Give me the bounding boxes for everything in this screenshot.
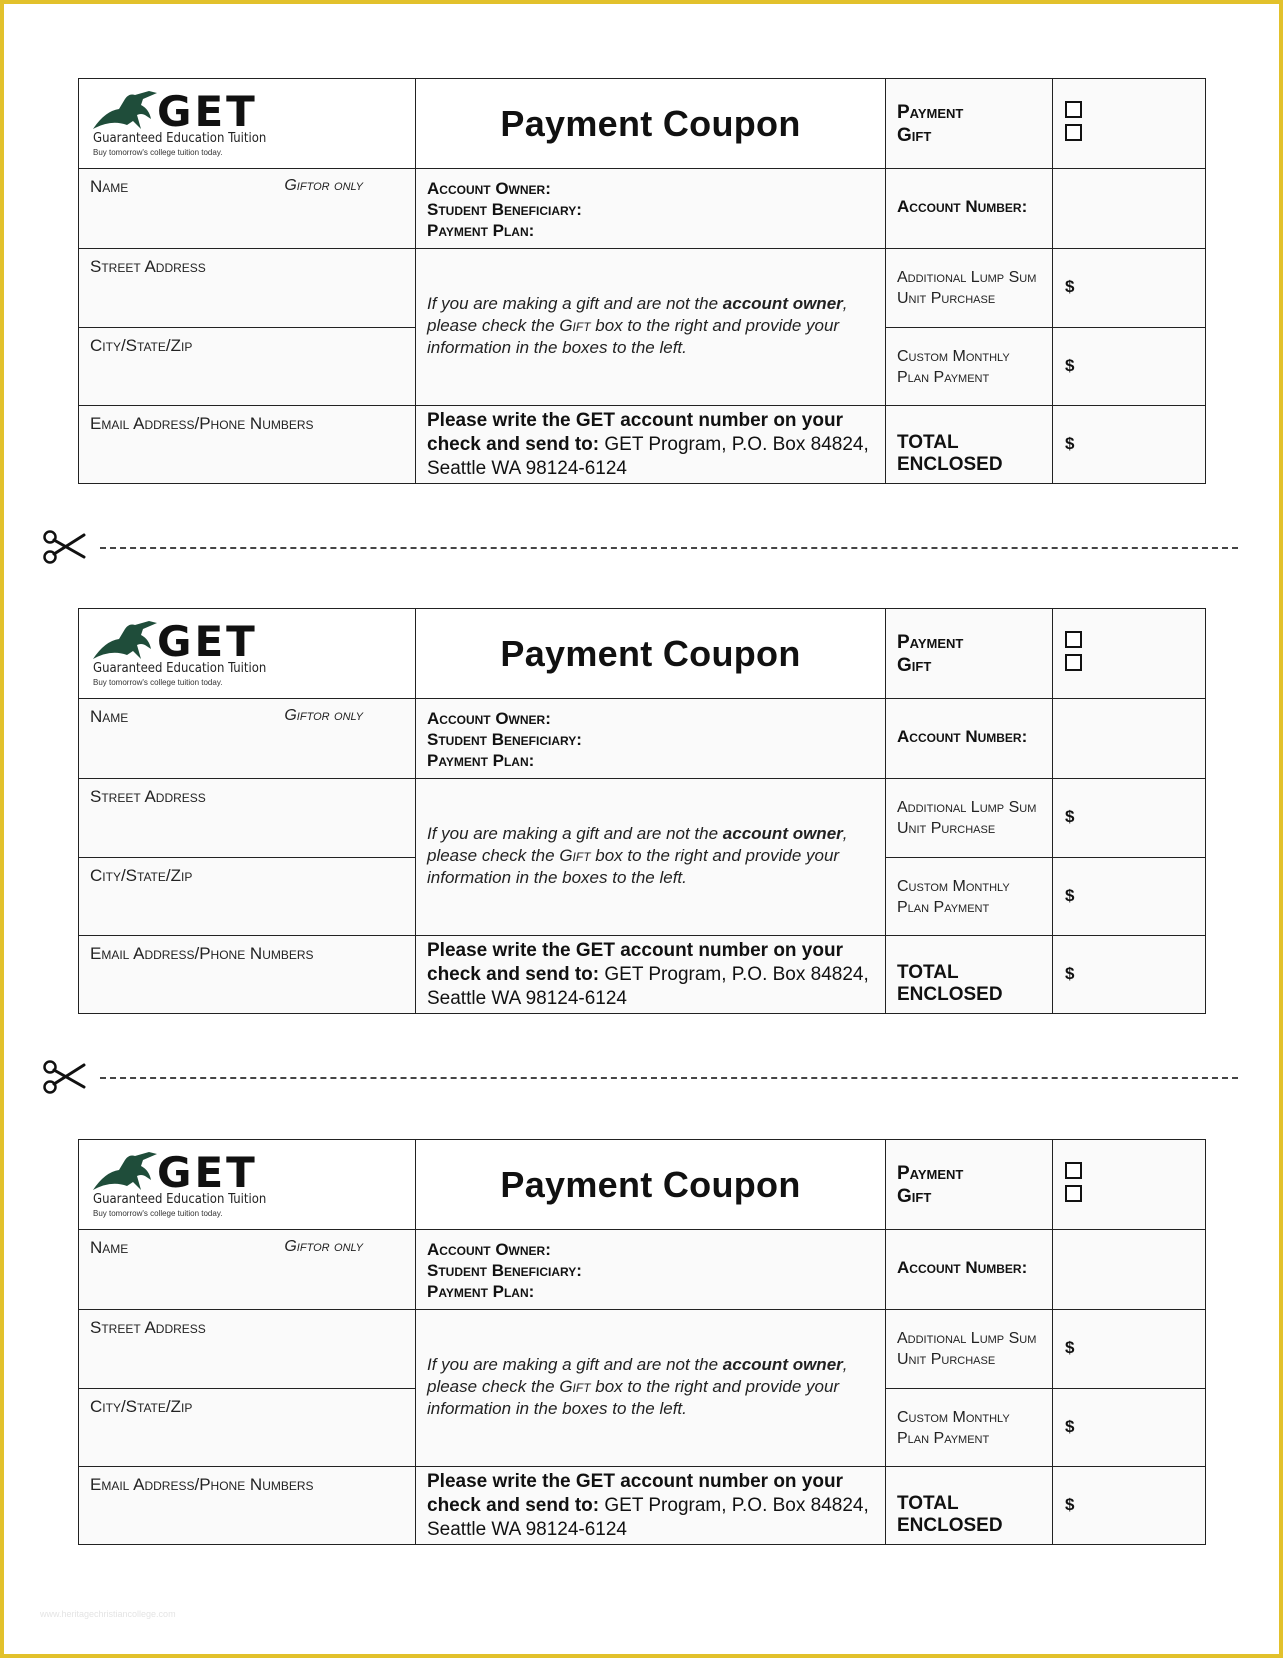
logo-word: GET: [157, 1148, 258, 1197]
payment-coupon: [78, 1139, 1206, 1545]
payment-gift-checkboxes: [1053, 609, 1206, 699]
title-cell: [416, 609, 886, 699]
name-label: Name: [90, 1238, 129, 1258]
cut-line: [42, 527, 1238, 567]
logo-subtitle: Guaranteed Education Tuition: [93, 1192, 267, 1207]
logo-subtitle: Guaranteed Education Tuition: [93, 661, 267, 676]
payment-gift-labels: [886, 609, 1053, 699]
lump-sum-amount-field[interactable]: [1053, 1310, 1206, 1388]
dollar-sign: $: [1065, 885, 1075, 905]
gift-note-cell: [416, 779, 886, 935]
graduate-logo-icon: [91, 89, 159, 133]
total-enclosed-label: TOTAL ENCLOSED: [897, 431, 1003, 475]
monthly-label-2: Plan Payment: [897, 368, 990, 386]
giftor-only-label: Giftor only: [284, 177, 363, 195]
account-number-label: Account Number:: [897, 727, 1028, 747]
dollar-sign: $: [1065, 807, 1075, 827]
account-number-label-cell: [886, 699, 1053, 779]
email-phone-label: Email Address/Phone Numbers: [90, 413, 314, 433]
send-instructions-cell: [416, 405, 886, 483]
monthly-label-cell: [886, 857, 1053, 935]
dollar-sign: $: [1065, 963, 1075, 983]
gift-label: Gift: [897, 655, 932, 676]
logo-tagline: Buy tomorrow's college tuition today.: [93, 148, 223, 157]
dollar-sign: $: [1065, 433, 1075, 453]
city-state-zip-field[interactable]: [79, 1388, 416, 1466]
payment-gift-checkboxes: [1053, 79, 1206, 169]
payment-coupon: [78, 608, 1206, 1014]
graduate-logo-icon: [91, 619, 159, 663]
monthly-amount-field[interactable]: [1053, 1388, 1206, 1466]
account-owner-label: Account Owner:: [427, 1240, 551, 1260]
lump-sum-amount-field[interactable]: [1053, 249, 1206, 327]
email-phone-label: Email Address/Phone Numbers: [90, 1474, 314, 1494]
student-beneficiary-label: Student Beneficiary:: [427, 730, 582, 750]
dollar-sign: $: [1065, 277, 1075, 297]
payment-checkbox[interactable]: [1065, 101, 1082, 118]
lump-sum-label-2: Unit Purchase: [897, 290, 996, 308]
payment-gift-labels: [886, 79, 1053, 169]
lump-sum-label-2: Unit Purchase: [897, 1351, 996, 1369]
get-logo: [91, 87, 267, 157]
account-number-label-cell: [886, 169, 1053, 249]
gift-label: Gift: [897, 125, 932, 146]
payment-checkbox[interactable]: [1065, 1162, 1082, 1179]
email-phone-field[interactable]: [79, 935, 416, 1013]
title-cell: [416, 79, 886, 169]
logo-word: GET: [157, 617, 258, 666]
street-address-field[interactable]: [79, 249, 416, 327]
logo-cell: [79, 79, 416, 169]
account-number-field[interactable]: [1053, 699, 1206, 779]
account-number-label: Account Number:: [897, 1258, 1028, 1278]
gift-note: If you are making a gift and are not the account owner, please check the Gift box to the right and provide your information in the boxes to the left.: [427, 824, 848, 888]
total-label-cell: [886, 1466, 1053, 1544]
watermark: www.heritagechristiancollege.com: [40, 1609, 176, 1619]
payment-checkbox[interactable]: [1065, 631, 1082, 648]
email-phone-label: Email Address/Phone Numbers: [90, 943, 314, 963]
total-amount-field[interactable]: [1053, 405, 1206, 483]
account-number-label: Account Number:: [897, 197, 1028, 217]
lump-sum-amount-field[interactable]: [1053, 779, 1206, 857]
gift-checkbox[interactable]: [1065, 654, 1082, 671]
scissors-icon: [42, 1059, 86, 1095]
lump-sum-label-1: Additional Lump Sum: [897, 269, 1037, 287]
send-instructions: Please write the GET account number on your check and send to: GET Program, P.O. Box 84824, Seattle WA 98124-6124: [427, 939, 869, 1009]
logo-subtitle: Guaranteed Education Tuition: [93, 131, 267, 146]
send-instructions-cell: [416, 935, 886, 1013]
payment-gift-checkboxes: [1053, 1140, 1206, 1230]
scissors-icon: [42, 529, 86, 565]
dollar-sign: $: [1065, 1416, 1075, 1436]
get-logo: [91, 617, 267, 687]
city-state-zip-label: City/State/Zip: [90, 865, 193, 885]
monthly-label-2: Plan Payment: [897, 898, 990, 916]
send-instructions: Please write the GET account number on your check and send to: GET Program, P.O. Box 84824, Seattle WA 98124-6124: [427, 1470, 869, 1540]
lump-sum-label-cell: [886, 249, 1053, 327]
payment-plan-label: Payment Plan:: [427, 221, 535, 241]
payment-label: Payment: [897, 1163, 964, 1184]
monthly-label-cell: [886, 327, 1053, 405]
street-address-label: Street Address: [90, 787, 206, 807]
logo-word: GET: [157, 87, 258, 136]
email-phone-field[interactable]: [79, 1466, 416, 1544]
logo-tagline: Buy tomorrow's college tuition today.: [93, 678, 223, 687]
account-number-field[interactable]: [1053, 169, 1206, 249]
city-state-zip-label: City/State/Zip: [90, 1396, 193, 1416]
gift-note: If you are making a gift and are not the account owner, please check the Gift box to the right and provide your information in the boxes to the left.: [427, 294, 848, 358]
payment-plan-label: Payment Plan:: [427, 1282, 535, 1302]
payment-label: Payment: [897, 632, 964, 653]
total-label-cell: [886, 405, 1053, 483]
account-info-cell: [416, 169, 886, 249]
giftor-only-label: Giftor only: [284, 1238, 363, 1256]
send-instructions: Please write the GET account number on your check and send to: GET Program, P.O. Box 84824, Seattle WA 98124-6124: [427, 409, 869, 479]
dollar-sign: $: [1065, 1494, 1075, 1514]
giftor-only-label: Giftor only: [284, 707, 363, 725]
monthly-label-cell: [886, 1388, 1053, 1466]
monthly-amount-field[interactable]: [1053, 327, 1206, 405]
logo-cell: [79, 609, 416, 699]
total-amount-field[interactable]: [1053, 935, 1206, 1013]
email-phone-field[interactable]: [79, 405, 416, 483]
graduate-logo-icon: [91, 1150, 159, 1194]
payment-coupon: [78, 78, 1206, 484]
logo-tagline: Buy tomorrow's college tuition today.: [93, 1209, 223, 1218]
account-owner-label: Account Owner:: [427, 179, 551, 199]
dollar-sign: $: [1065, 355, 1075, 375]
account-info-cell: [416, 699, 886, 779]
name-field[interactable]: [79, 1230, 416, 1310]
gift-label: Gift: [897, 1186, 932, 1207]
street-address-label: Street Address: [90, 257, 206, 277]
dollar-sign: $: [1065, 1338, 1075, 1358]
student-beneficiary-label: Student Beneficiary:: [427, 200, 582, 220]
name-label: Name: [90, 177, 129, 197]
lump-sum-label-cell: [886, 779, 1053, 857]
gift-checkbox[interactable]: [1065, 124, 1082, 141]
monthly-amount-field[interactable]: [1053, 857, 1206, 935]
send-instructions-cell: [416, 1466, 886, 1544]
logo-cell: [79, 1140, 416, 1230]
monthly-label-1: Custom Monthly: [897, 347, 1010, 365]
name-field[interactable]: [79, 699, 416, 779]
gift-note-cell: [416, 249, 886, 405]
city-state-zip-field[interactable]: [79, 857, 416, 935]
total-enclosed-label: TOTAL ENCLOSED: [897, 1492, 1003, 1536]
title-cell: [416, 1140, 886, 1230]
lump-sum-label-cell: [886, 1310, 1053, 1388]
city-state-zip-field[interactable]: [79, 327, 416, 405]
payment-gift-labels: [886, 1140, 1053, 1230]
total-label-cell: [886, 935, 1053, 1013]
street-address-field[interactable]: [79, 779, 416, 857]
lump-sum-label-2: Unit Purchase: [897, 820, 996, 838]
account-info-cell: [416, 1230, 886, 1310]
coupon-title: Payment Coupon: [500, 102, 801, 144]
coupon-title: Payment Coupon: [500, 632, 801, 674]
account-owner-label: Account Owner:: [427, 709, 551, 729]
name-field[interactable]: [79, 169, 416, 249]
street-address-label: Street Address: [90, 1318, 206, 1338]
total-amount-field[interactable]: [1053, 1466, 1206, 1544]
get-logo: [91, 1148, 267, 1218]
gift-checkbox[interactable]: [1065, 1185, 1082, 1202]
city-state-zip-label: City/State/Zip: [90, 335, 193, 355]
account-number-field[interactable]: [1053, 1230, 1206, 1310]
payment-label: Payment: [897, 102, 964, 123]
lump-sum-label-1: Additional Lump Sum: [897, 1330, 1037, 1348]
account-number-label-cell: [886, 1230, 1053, 1310]
monthly-label-1: Custom Monthly: [897, 877, 1010, 895]
gift-note-cell: [416, 1310, 886, 1466]
monthly-label-1: Custom Monthly: [897, 1408, 1010, 1426]
cut-line: [42, 1057, 1238, 1097]
lump-sum-label-1: Additional Lump Sum: [897, 799, 1037, 817]
street-address-field[interactable]: [79, 1310, 416, 1388]
payment-plan-label: Payment Plan:: [427, 751, 535, 771]
coupon-title: Payment Coupon: [500, 1163, 801, 1205]
name-label: Name: [90, 707, 129, 727]
student-beneficiary-label: Student Beneficiary:: [427, 1261, 582, 1281]
monthly-label-2: Plan Payment: [897, 1429, 990, 1447]
total-enclosed-label: TOTAL ENCLOSED: [897, 961, 1003, 1005]
gift-note: If you are making a gift and are not the account owner, please check the Gift box to the right and provide your information in the boxes to the left.: [427, 1355, 848, 1419]
